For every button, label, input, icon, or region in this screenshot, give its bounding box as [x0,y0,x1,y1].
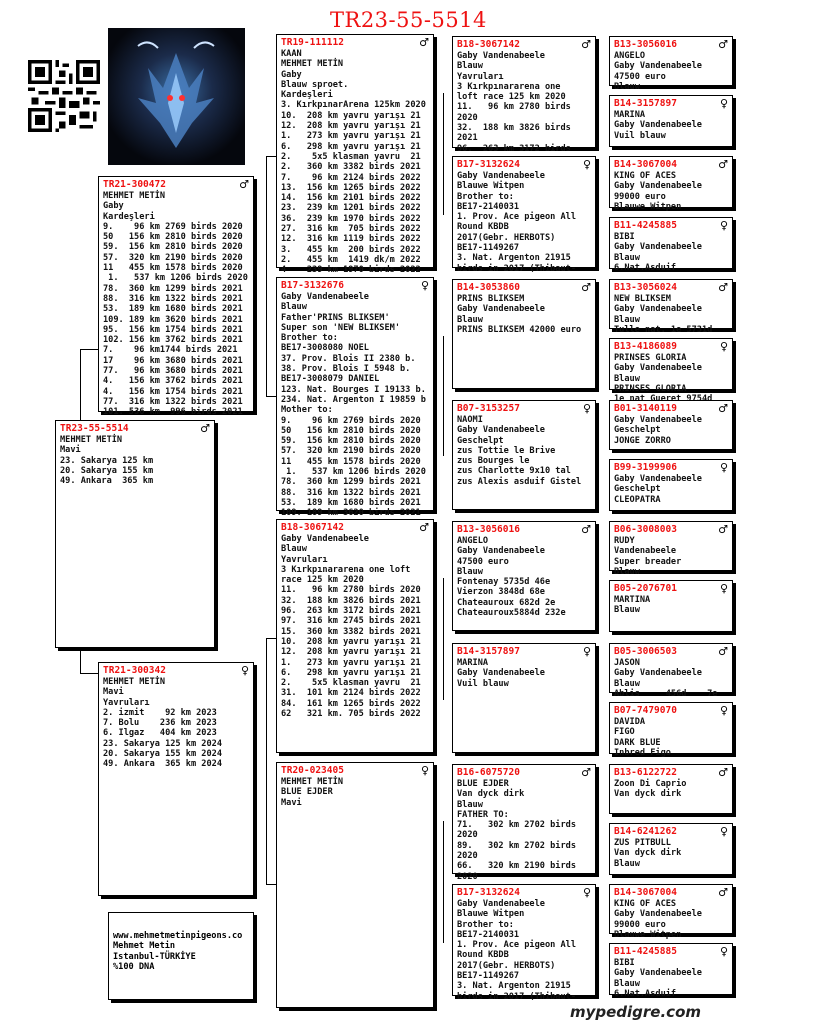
ring-number: B11-4245885 [614,220,677,231]
sex-icon: ♀ [719,945,728,958]
pigeon-details: PRINSES GLORIA Gaby Vandenabeele Blauw PRINSES GLORIA [614,353,702,394]
sex-icon: ♀ [240,664,249,677]
breeder-info-box: www.mehmetmetinpigeons.co Mehmet Metin Istanbul-TÜRKİYE %100 DNA [108,912,254,1000]
ring-number: TR20-023405 [281,765,344,776]
pigeon-details: KING OF ACES Gaby Vandenabeele 99000 euro Blauwe Witpen [614,899,702,940]
ring-number: B07-3153257 [457,403,520,414]
ring-number: B18-3067142 [457,39,520,50]
pigeon-details: Gaby Vandenabeele Blauw Yavruları 3 Kırkpınararena one loft race 125 km 2020 11. 96 km 2780 birds 2020 32. 188 km 3826 birds 2021 96. 263 km 3172 birds 2021 97. 316 km 2745 birds 2021 15. 360 km 3382 birds 2021 10. 208 km yavru yarışı 21 12. 208 km yavru yarışı 21 1. 273 km yavru yarışı 21 6. 298 km yavru yarışı 21 2. 5x5 klasman yavru 21 31. 101 km 2124 birds 2022 84. 161 km 1265 birds 2022 62 321 km. 705 birds 2022 [281,534,421,720]
connector [598,548,599,608]
sex-icon: ♂ [581,281,591,294]
ring-number: B13-6122722 [614,767,677,778]
pigeon-details: ANGELO Gaby Vandenabeele 47500 euro Blauw [614,51,702,92]
sex-icon: ♂ [718,402,728,415]
pigeon-details: NEW BLIKSEM Gaby Vandenabeele Blauw Tulle nat. 1e 5731d [614,294,713,335]
sex-icon: ♀ [719,825,728,838]
qr-code [28,60,100,132]
ring-number: B18-3067142 [281,522,344,533]
pigeon-details: ZUS PITBULL Van dyck dirk Blauw [614,838,682,869]
pigeon-details: Gaby Vandenabeele Geschelpt CLEOPATRA [614,474,702,505]
connector [443,93,444,215]
connector [598,184,599,244]
pigeon-details: Gaby Vandenabeele Blauw Yavruları 3 Kırkpınararena one loft race 125 km 2020 11. 96 km 2780 birds 2020 32. 188 km 3826 birds 2021 96. 263 km 3172 birds [457,51,571,154]
pigeon-card-dam[interactable] [98,662,254,896]
pedigree-title: TR23-55-5514 [330,8,487,32]
sex-icon: ♀ [582,158,591,171]
pigeon-card-g5[interactable] [609,279,733,335]
pigeon-card-sdd[interactable] [452,400,596,510]
pigeon-card-sire[interactable] [98,176,254,418]
sex-icon: ♀ [719,582,728,595]
sex-icon: ♀ [582,886,591,899]
ring-number: B11-4245885 [614,946,677,957]
pigeon-details: RUDY Vandenabeele Super breader Blauw [614,536,682,577]
pigeon-card-g8[interactable] [609,459,733,511]
ring-number: B07-7479070 [614,705,677,716]
sex-icon: ♀ [719,461,728,474]
pigeon-card-ssd[interactable] [452,156,596,274]
pigeon-card-g2[interactable] [609,95,733,147]
sex-icon: ♂ [718,886,728,899]
pigeon-card-dam-dam[interactable] [276,762,434,1008]
sex-icon: ♂ [718,158,728,171]
ring-number: B05-2076701 [614,583,677,594]
ring-number: B06-3008003 [614,524,677,535]
pigeon-card-g6[interactable] [609,338,733,394]
pigeon-card-g9[interactable] [609,521,733,577]
pigeon-card-sire-dam[interactable] [276,277,434,519]
pigeon-details: MARINA Gaby Vandenabeele Vuil blauw [457,658,545,689]
pigeon-details: KING OF ACES Gaby Vandenabeele 99000 euro Blauwe Witpen [614,171,702,212]
sex-icon: ♂ [419,36,429,49]
pigeon-card-g16[interactable] [609,943,733,999]
pigeon-card-g1[interactable] [609,36,733,92]
ring-number: TR19-111112 [281,37,344,48]
site-footer-link[interactable]: mypedigre.com [569,1003,701,1021]
connector [266,396,276,397]
pigeon-card-g7[interactable] [609,400,733,450]
pigeon-details: MEHMET METİN Mavi Yavruları 2. izmit 92 km 2023 7. Bolu 236 km 2023 6. Ilgaz 404 km 2023 23. Sakarya 125 km 2024 20. Sakarya 155 km 2024 49. Ankara 365 km 2024 [103,677,222,770]
pigeon-card-sds[interactable] [452,279,596,389]
ring-number: B16-6075720 [457,767,520,778]
ring-number: B05-3006503 [614,646,677,657]
ring-number: B17-3132624 [457,887,520,898]
sex-icon: ♀ [582,402,591,415]
sex-icon: ♂ [200,422,210,435]
connector [266,156,267,396]
ring-number: B13-3056016 [614,39,677,50]
pigeon-card-sss[interactable] [452,36,596,154]
pigeon-card-subject[interactable] [55,420,215,648]
sex-icon: ♂ [581,523,591,536]
connector [443,336,444,456]
ring-number: B13-4186089 [614,341,677,352]
pigeon-card-sire-sire[interactable] [276,34,434,276]
sex-icon: ♀ [420,764,429,777]
sex-icon: ♂ [419,521,429,534]
pigeon-card-g3[interactable] [609,156,733,212]
sex-icon: ♀ [719,219,728,232]
ring-number: B14-3053860 [457,282,520,293]
connector [598,427,599,487]
sex-icon: ♂ [581,766,591,779]
connector [443,578,444,700]
pigeon-card-g12[interactable] [609,702,733,758]
ring-number: B14-6241262 [614,826,677,837]
pigeon-card-g10[interactable] [609,580,733,632]
sex-icon: ♀ [582,645,591,658]
pigeon-details: BIBI Gaby Vandenabeele Blauw 6.Nat.Asduif [614,958,702,999]
dragon-logo-image [108,28,245,165]
pigeon-details: MEHMET METİN BLUE EJDER Mavi [281,777,344,808]
ring-number: TR23-55-5514 [60,423,129,434]
ring-number: B14-3157897 [614,98,677,109]
connector [266,638,267,884]
ring-number: B01-3140119 [614,403,677,414]
pigeon-details: PRINS BLIKSEM Gaby Vandenabeele Blauw PRINS BLIKSEM 42000 euro [457,294,582,335]
pigeon-card-g4[interactable] [609,217,733,273]
pigeon-card-ddd[interactable] [452,884,596,1002]
sex-icon: ♂ [718,38,728,51]
sex-icon: ♀ [719,340,728,353]
connector [598,791,599,851]
sex-icon: ♀ [719,704,728,717]
connector [598,913,599,973]
connector [266,156,276,157]
pigeon-details: Gaby Vandenabeele Blauw Father'PRINS BLIKSEM' Super son 'NEW BLIKSEM' Brother to: BE17-3008080 NOEL 37. Prov. Blois II 2380 b. 38. Prov. Blois I 5948 b. BE17-3008079 DANIEL 123. Nat. Bourges I 19133 b. 234. Nat. Argenton I 19859 b Mother to: 9. 96 km 2769 birds 2020 50 156 km 2810 birds 2020 59. 156 km 2810 birds 2020 57. 320 km 2190 birds 2020 11 455 km 1578 birds 2020 1. 537 km 1206 birds 2020 78. 360 km 1299 birds 2021 88. 316 km 1322 birds 2021 53. 189 km 1680 birds 2021 109. 189 km 3620 birds 2021 [281,292,426,519]
pigeon-details: JASON Gaby Vandenabeele Blauw Ablis 456d 7e [614,658,718,699]
pigeon-card-g11[interactable] [609,643,733,699]
connector [598,670,599,730]
pigeon-card-g13[interactable] [609,764,733,814]
pigeon-card-dam-sire[interactable] [276,519,434,753]
sex-icon: ♂ [718,766,728,779]
ring-number: TR21-300342 [103,665,166,676]
pigeon-details: NAOMI Gaby Vandenabeele Geschelpt zus Tottie le Brive zus Bourges le zus Charlotte 9x10 tal zus Alexis asduif Gistel [457,415,582,487]
sex-icon: ♂ [239,178,249,191]
ring-number: B14-3067004 [614,887,677,898]
connector [80,673,100,674]
sex-icon: ♀ [719,97,728,110]
pigeon-details: Gaby Vandenabeele Blauwe Witpen Brother to: BE17-2140031 1. Prov. Ace pigeon All Round KBDB 2017(Gebr. HERBOTS) BE17-1149267 3. Nat. Argenton 21915 birds in 2017 (Thibaut- [457,899,576,1002]
pigeon-details: MEHMET METİN Gaby Kardeşleri 9. 96 km 2769 birds 2020 50 156 km 2810 birds 2020 59. 156 km 2810 birds 2020 57. 320 km 2190 birds 2020 11 455 km 1578 birds 2020 1. 537 km 1206 birds 2020 78. 360 km 1299 birds 2021 88. 316 km 1322 birds 2021 53. 189 km 1680 birds 2021 109. 189 km 3620 birds 2021 95. 156 km 1754 birds 2021 102. 156 km 3762 birds 2021 7. 96 km1744 birds 2021 17 96 km 3680 birds 2021 77. 96 km 3680 birds 2021 4. 156 km 3762 birds 2021 4. 156 km 1754 birds 2021 77. 316 km 1322 birds 2021 101. 536 km 996 birds 2021 [103,191,248,418]
pigeon-details: BIBI Gaby Vandenabeele Blauw 6.Nat.Asduif [614,232,702,273]
pigeon-card-g14[interactable] [609,823,733,875]
pigeon-details: MARINA Gaby Vandenabeele Vuil blauw [614,110,702,141]
pigeon-details: MARTINA Blauw [614,595,651,616]
sex-icon: ♂ [581,38,591,51]
sex-icon: ♀ [420,279,429,292]
connector [443,821,444,943]
pigeon-details: Gaby Vandenabeele Geschelpt JONGE ZORRO [614,415,702,446]
pigeon-details: ANGELO Gaby Vandenabeele 47500 euro Blauw Fontenay 5735d 46e Vierzon 3848d 68e Chateauroux 682d 2e Chateauroux5884d 232e [457,536,566,619]
ring-number: B17-3132676 [281,280,344,291]
pigeon-details: KAAN MEHMET METİN Gaby Blauw sproet. Kardeşleri 3. KırkpınarArena 125km 2020 10. 208 km yavru yarışı 21 12. 208 km yavru yarışı 21 1. 273 km yavru yarışı 21 6. 298 km yavru yarışı 21 2. 5x5 klasman yavru 21 2. 360 km 3382 birds 2021 7. 96 km 2124 birds 2022 13. 156 km 1265 birds 2022 14. 156 km 2101 birds 2022 23. 239 km 1201 birds 2022 36. 239 km 1970 birds 2022 27. 316 km 705 birds 2022 12. 316 km 1119 birds 2022 3. 455 km 200 birds 2022 2. 455 km 1419 dk/m 2022 4 239 km 1970 birds 2022 [281,49,426,276]
connector [598,62,599,122]
sex-icon: ♂ [718,645,728,658]
pigeon-details: DAVIDA FIGO DARK BLUE Inbred Figo [614,717,671,758]
connector [80,349,100,350]
ring-number: B13-3056024 [614,282,677,293]
pigeon-details: Gaby Vandenabeele Blauwe Witpen Brother to: BE17-2140031 1. Prov. Ace pigeon All Round KBDB 2017(Gebr. HERBOTS) BE17-1149267 3. Nat. Argenton 21915 birds in 2017 (Thibaut- [457,171,576,274]
ring-number: TR21-300472 [103,179,166,190]
ring-number: B13-3056016 [457,524,520,535]
ring-number: B14-3067004 [614,159,677,170]
pigeon-details: MEHMET METİN Mavi 23. Sakarya 125 km 20. Sakarya 155 km 49. Ankara 365 km [60,435,154,487]
pigeon-details: Zoon Di Caprio Van dyck dirk [614,779,687,800]
pigeon-details: BLUE EJDER Van dyck dirk Blauw FATHER TO: 71. 302 km 2702 birds 2020 89. 302 km 2702 birds 2020 66. 320 km 2190 birds 2020 [457,779,576,882]
sex-icon: ♂ [718,281,728,294]
connector [598,305,599,365]
ring-number: B17-3132624 [457,159,520,170]
pigeon-card-g15[interactable] [609,884,733,940]
pigeon-card-dss[interactable] [452,521,596,631]
ring-number: B99-3199906 [614,462,677,473]
pigeon-card-dds[interactable] [452,764,596,882]
connector [266,884,276,885]
pigeon-card-dsd[interactable] [452,643,596,753]
sex-icon: ♂ [718,523,728,536]
ring-number: B14-3157897 [457,646,520,657]
connector [266,638,276,639]
